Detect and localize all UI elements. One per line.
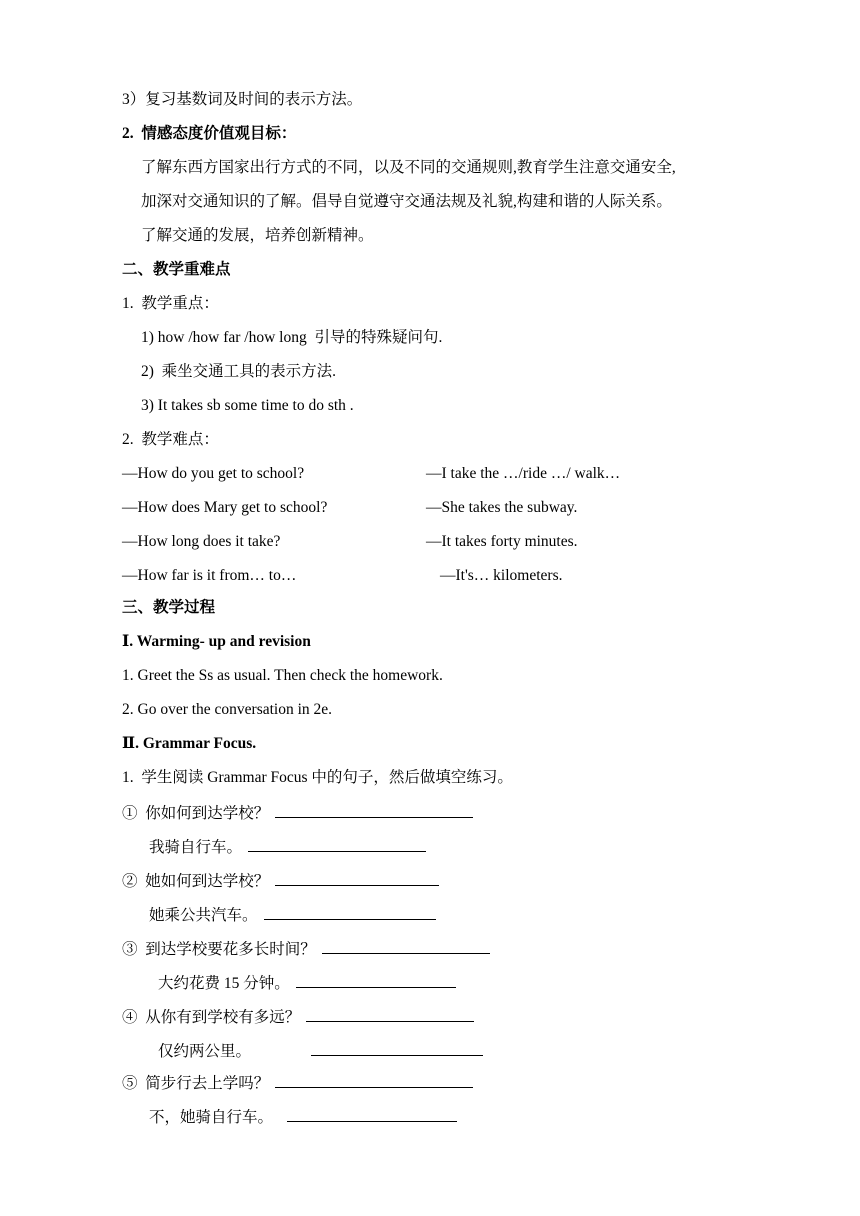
exercise-2-question-text: ② 她如何到达学校？	[122, 873, 270, 890]
key-point-3: 3) It takes sb some time to do sth .	[141, 397, 354, 414]
exercise-2-question	[122, 870, 439, 892]
exercise-5-question-blank[interactable]	[275, 1072, 473, 1088]
section-3-heading: 三、教学过程	[122, 599, 216, 616]
exercise-5-question-text: ⑤ 简步行去上学吗？	[122, 1075, 270, 1092]
exercise-5-answer	[149, 1106, 457, 1128]
emotion-goal-heading: 2. 情感态度价值观目标：	[122, 125, 297, 142]
dialogue-question-1: —How do you get to school?	[122, 465, 305, 482]
part-1-item-2: 2. Go over the conversation in 2e.	[122, 701, 333, 718]
exercise-3-question-blank[interactable]	[322, 938, 490, 954]
part-2-intro: 1. 学生阅读 Grammar Focus 中的句子，然后做填空练习。	[122, 769, 513, 786]
exercise-4-answer-text: 仅约两公里。	[158, 1043, 252, 1060]
exercise-4-question-blank[interactable]	[306, 1006, 474, 1022]
dialogue-answer-3: —It takes forty minutes.	[426, 533, 578, 550]
objective-3: 3）复习基数词及时间的表示方法。	[122, 91, 363, 108]
dialogue-question-3: —How long does it take?	[122, 533, 281, 550]
part-2-heading: Ⅱ. Grammar Focus.	[122, 735, 257, 752]
key-point-2: 2) 乘坐交通工具的表示方法.	[141, 363, 337, 380]
exercise-1-question	[122, 802, 473, 824]
exercise-3-answer-blank[interactable]	[296, 972, 456, 988]
exercise-3-question	[122, 938, 490, 960]
exercise-2-question-blank[interactable]	[275, 870, 439, 886]
part-1-item-1: 1. Greet the Ss as usual. Then check the homework.	[122, 667, 443, 684]
difficulties-heading: 2. 教学难点：	[122, 431, 219, 448]
dialogue-question-4: —How far is it from… to…	[122, 567, 297, 584]
emotion-line-1: 了解东西方国家出行方式的不同，以及不同的交通规则,教育学生注意交通安全,	[141, 159, 676, 176]
dialogue-answer-4: —It's… kilometers.	[440, 567, 563, 584]
key-points-heading: 1. 教学重点：	[122, 295, 219, 312]
exercise-1-question-text: ① 你如何到达学校？	[122, 805, 270, 822]
exercise-2-answer	[149, 904, 436, 926]
part-1-heading: Ⅰ. Warming- up and revision	[122, 633, 311, 650]
dialogue-answer-1: —I take the …/ride …/ walk…	[426, 465, 621, 482]
key-point-1: 1) how /how far /how long 引导的特殊疑问句.	[141, 329, 443, 346]
exercise-5-answer-blank[interactable]	[287, 1106, 457, 1122]
dialogue-question-2: —How does Mary get to school?	[122, 499, 328, 516]
exercise-1-answer-blank[interactable]	[248, 836, 426, 852]
exercise-1-question-blank[interactable]	[275, 802, 473, 818]
section-2-heading: 二、教学重难点	[122, 261, 231, 278]
exercise-4-question	[122, 1006, 474, 1028]
exercise-2-answer-text: 她乘公共汽车。	[149, 907, 258, 924]
exercise-3-answer-text: 大约花费 15 分钟。	[158, 975, 290, 992]
exercise-4-answer-blank[interactable]	[311, 1040, 483, 1056]
exercise-3-answer	[158, 972, 456, 994]
exercise-1-answer	[149, 836, 426, 858]
exercise-2-answer-blank[interactable]	[264, 904, 436, 920]
emotion-line-3: 了解交通的发展，培养创新精神。	[141, 227, 374, 244]
exercise-4-answer	[158, 1040, 483, 1062]
exercise-4-question-text: ④ 从你有到学校有多远？	[122, 1009, 301, 1026]
exercise-5-question	[122, 1072, 473, 1094]
dialogue-answer-2: —She takes the subway.	[426, 499, 578, 516]
exercise-3-question-text: ③ 到达学校要花多长时间？	[122, 941, 316, 958]
exercise-5-answer-text: 不，她骑自行车。	[149, 1109, 274, 1126]
exercise-1-answer-text: 我骑自行车。	[149, 839, 243, 856]
emotion-line-2: 加深对交通知识的了解。倡导自觉遵守交通法规及礼貌,构建和谐的人际关系。	[141, 193, 672, 210]
